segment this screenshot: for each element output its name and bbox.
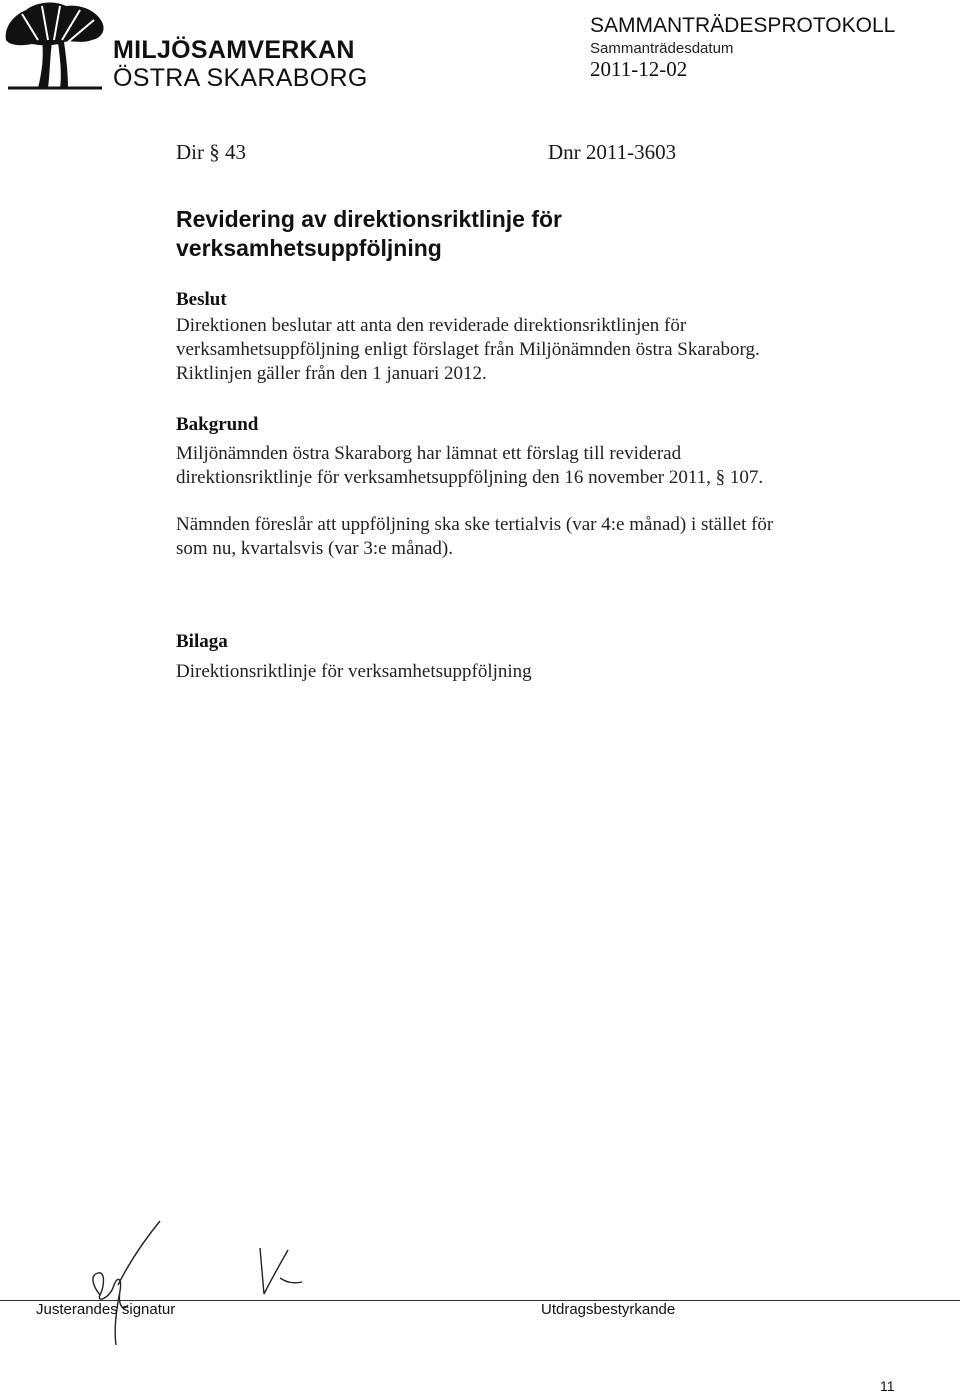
handwritten-initials-icon: [250, 1238, 310, 1308]
page-number: 11: [880, 1378, 895, 1394]
bilaga-heading: Bilaga: [176, 631, 228, 652]
justerandes-signatur-label: Justerandes signatur: [36, 1301, 176, 1318]
title-line: Revidering av direktionsriktlinje för: [176, 206, 562, 232]
paragraph-line: Nämnden föreslår att uppföljning ska ske tertialvis (var 4:e månad) i stället för: [176, 514, 774, 535]
bakgrund-heading: Bakgrund: [176, 414, 259, 435]
paragraph-line: Direktionen beslutar att anta den reviderade direktionsriktlinjen för: [176, 315, 687, 336]
page-title: [176, 205, 776, 263]
paragraph-line: som nu, kvartalsvis (var 3:e månad).: [176, 538, 454, 559]
title-line: verksamhetsuppföljning: [176, 235, 442, 261]
beslut-paragraph: [176, 314, 906, 386]
bakgrund-paragraph-2: [176, 513, 906, 561]
dnr-reference: Dnr 2011-3603: [548, 140, 677, 164]
meeting-date-label: Sammanträdesdatum: [590, 40, 734, 57]
org-name-line1: MILJÖSAMVERKAN: [113, 36, 355, 64]
bilaga-paragraph: [176, 660, 906, 684]
paragraph-line: direktionsriktlinje för verksamhetsuppföljning den 16 november 2011, § 107.: [176, 467, 764, 488]
paragraph-line: Riktlinjen gäller från den 1 januari 2012.: [176, 363, 487, 384]
beslut-heading: Beslut: [176, 289, 227, 310]
utdragsbestyrkande-label: Utdragsbestyrkande: [541, 1301, 676, 1318]
tree-logo-icon: [2, 0, 106, 92]
paragraph-line: Direktionsriktlinje för verksamhetsuppföljning: [176, 661, 532, 682]
meeting-date-value: 2011-12-02: [590, 57, 688, 81]
document-type: SAMMANTRÄDESPROTOKOLL: [590, 14, 896, 37]
bakgrund-paragraph: [176, 442, 906, 490]
handwritten-signature-icon: [70, 1215, 170, 1355]
dir-reference: Dir § 43: [176, 140, 246, 164]
org-name-line2: ÖSTRA SKARABORG: [113, 64, 368, 92]
paragraph-line: Miljönämnden östra Skaraborg har lämnat ett förslag till reviderad: [176, 443, 682, 464]
paragraph-line: verksamhetsuppföljning enligt förslaget från Miljönämnden östra Skaraborg.: [176, 339, 760, 360]
